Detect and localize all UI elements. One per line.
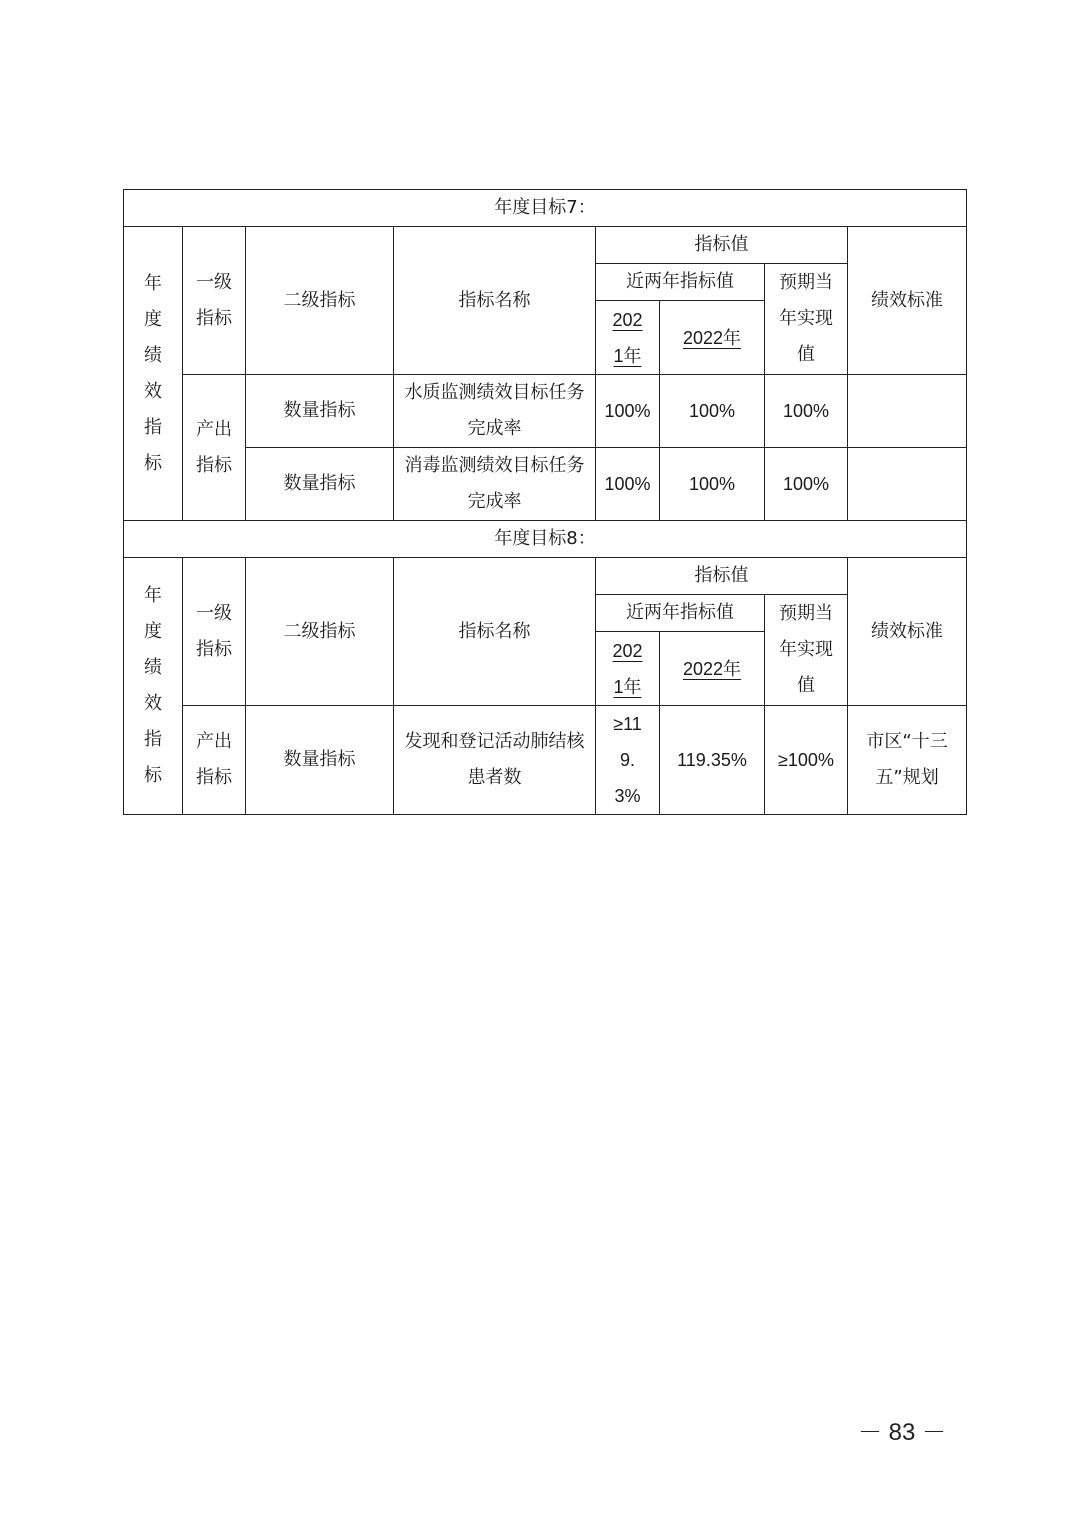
level2-value: 数量指标 — [246, 448, 394, 521]
value-2022: 100% — [660, 375, 765, 448]
col-name-header: 指标名称 — [394, 558, 596, 706]
page-number: － 83 － — [858, 1419, 947, 1446]
performance-table-goal-8 — [123, 520, 967, 815]
indicator-name: 水质监测绩效目标任务完成率 — [394, 375, 596, 448]
performance-standard — [848, 448, 967, 521]
col-level1-header: 一级指标 — [183, 558, 246, 706]
col-value-header: 指标值 — [596, 558, 848, 595]
row-header-annual-indicators: 年度绩效指标 — [124, 227, 183, 521]
col-standard-header: 绩效标准 — [848, 558, 967, 706]
col-year-2022-header: 2022年 — [660, 632, 765, 706]
col-level2-header: 二级指标 — [246, 227, 394, 375]
col-recent-header: 近两年指标值 — [596, 595, 765, 632]
indicator-name: 发现和登记活动肺结核患者数 — [394, 706, 596, 815]
col-standard-header: 绩效标准 — [848, 227, 967, 375]
level2-value: 数量指标 — [246, 706, 394, 815]
expected-value: 100% — [765, 375, 848, 448]
row-header-annual-indicators: 年度绩效指标 — [124, 558, 183, 815]
expected-value: 100% — [765, 448, 848, 521]
level1-value: 产出指标 — [183, 706, 246, 815]
value-2021: 100% — [596, 448, 660, 521]
col-year-2021-header: 2021年 — [596, 632, 660, 706]
col-level1-header: 一级指标 — [183, 227, 246, 375]
value-2021: ≥119.3% — [596, 706, 660, 815]
performance-standard: 市区“十三五”规划 — [848, 706, 967, 815]
value-2022: 119.35% — [660, 706, 765, 815]
col-name-header: 指标名称 — [394, 227, 596, 375]
performance-standard — [848, 375, 967, 448]
level1-value: 产出指标 — [183, 375, 246, 521]
goal-title: 年度目标7： — [124, 190, 967, 227]
indicator-name: 消毒监测绩效目标任务完成率 — [394, 448, 596, 521]
col-level2-header: 二级指标 — [246, 558, 394, 706]
performance-table-goal-7 — [123, 189, 967, 521]
value-2022: 100% — [660, 448, 765, 521]
value-2021: 100% — [596, 375, 660, 448]
col-year-2022-header: 2022年 — [660, 301, 765, 375]
col-recent-header: 近两年指标值 — [596, 264, 765, 301]
goal-title: 年度目标8： — [124, 521, 967, 558]
col-expected-header: 预期当年实现值 — [765, 264, 848, 375]
col-value-header: 指标值 — [596, 227, 848, 264]
col-expected-header: 预期当年实现值 — [765, 595, 848, 706]
level2-value: 数量指标 — [246, 375, 394, 448]
expected-value: ≥100% — [765, 706, 848, 815]
col-year-2021-header: 2021年 — [596, 301, 660, 375]
